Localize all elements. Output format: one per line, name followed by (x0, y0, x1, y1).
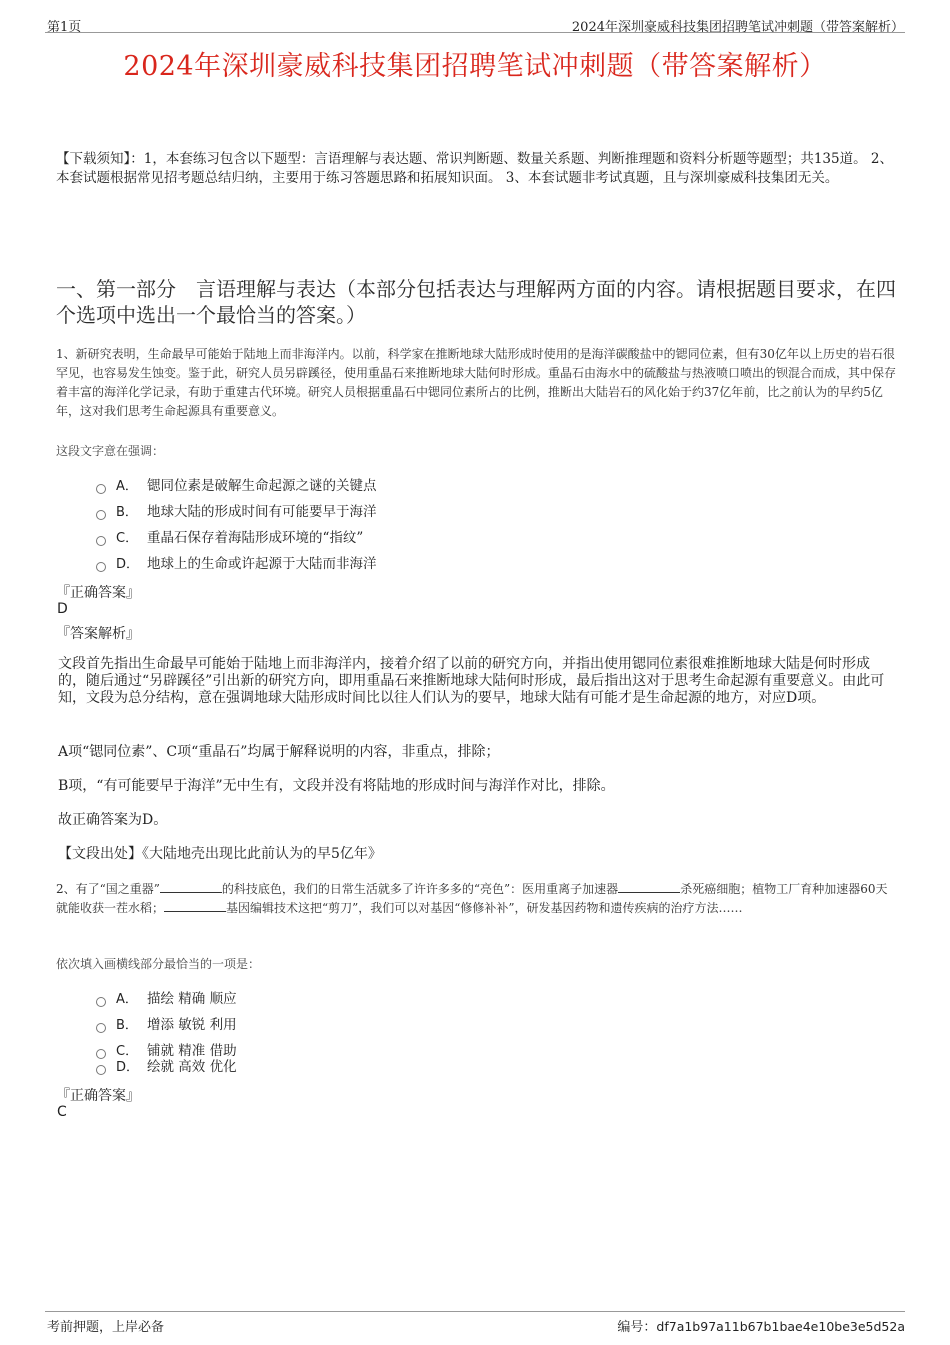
question-2-option-d[interactable]: D． 绘就 高效 优化 (96, 1057, 237, 1077)
question-2-option-a[interactable]: A． 描绘 精确 顺应 (96, 989, 237, 1009)
footer-slogan: 考前押题，上岸必备 (47, 1320, 165, 1335)
page-header (0, 0, 950, 35)
question-1-prompt: 这段文字意在强调： (56, 444, 165, 458)
radio-icon[interactable] (96, 562, 106, 572)
header-doc-title: 2024年深圳豪威科技集团招聘笔试冲刺题（带答案解析） (571, 20, 904, 35)
radio-icon[interactable] (96, 536, 106, 546)
analysis-paragraph: B项，“有可能要早于海洋”无中生有，文段并没有将陆地的形成时间与海洋作对比，排除。 (58, 778, 615, 794)
question-2-option-b[interactable]: B． 增添 敏锐 利用 (96, 1015, 237, 1035)
download-notice: 【下载须知】：1，本套练习包含以下题型：言语理解与表达题、常识判断题、数量关系题、判断推理题和资料分析题等题型；共135道。 2、本套试题根据常见招考题总结归纳，主要用于练习答题思路和拓展知识面。 3、本套试题非考试真题，且与深圳豪威科技集团无关。 (56, 151, 893, 186)
fill-blank (160, 880, 222, 893)
header-divider (45, 32, 905, 33)
question-1-answer-label: 『正确答案』 (56, 585, 140, 601)
radio-icon[interactable] (96, 484, 106, 494)
question-1-option-a[interactable]: A． 锶同位素是破解生命起源之谜的关键点 (96, 476, 377, 496)
analysis-source: 【文段出处】《大陆地壳出现比此前认为的早5亿年》 (58, 846, 382, 862)
analysis-paragraph: A项“锶同位素”、C项“重晶石”均属于解释说明的内容，非重点，排除； (58, 744, 500, 760)
question-1-option-d[interactable]: D． 地球上的生命或许起源于大陆而非海洋 (96, 554, 377, 574)
footer-divider (45, 1311, 905, 1312)
analysis-paragraph: 文段首先指出生命最早可能始于陆地上而非海洋内，接着介绍了以前的研究方向，并指出使用锶同位素很难推断地球大陆是何时形成的，随后通过“另辟蹊径”引出新的研究方向，即用重晶石来推断地球大陆何时形成，最后指出这对于思考生命起源有重要意义。由此可知，文段为总分结构，意在强调地球大陆形成时间比以往人们认为的要早，地球大陆有可能才是生命起源的地方，对应D项。 (58, 656, 885, 706)
footer-code: 编号：df7a1b97a11b67b1bae4e10be3e5d52a (617, 1319, 905, 1335)
radio-icon[interactable] (96, 1065, 106, 1075)
fill-blank (618, 880, 680, 893)
analysis-conclusion: 故正确答案为D。 (58, 812, 168, 828)
question-1-text: 1、新研究表明，生命最早可能始于陆地上而非海洋内。以前，科学家在推断地球大陆形成时使用的是海洋碳酸盐中的锶同位素，但有30亿年以上历史的岩石很罕见，也容易发生蚀变。鉴于此，研究人员另辟蹊径，使用重晶石来推断地球大陆何时形成。重晶石由海水中的硫酸盐与热液喷口喷出的钡混合而成，其中保存着丰富的海洋化学记录，有助于重建古代环境。研究人员根据重晶石中锶同位素所占的比例，推断出大陆岩石的风化始于约37亿年前，比之前认为的早约5亿年，这对我们思考生命起源具有重要意义。 (56, 347, 897, 418)
fill-blank (164, 899, 226, 912)
question-2-answer-label: 『正确答案』 (56, 1088, 140, 1104)
question-1-answer: D (57, 601, 68, 617)
question-2-text: 2、有了“国之重器” 的科技底色，我们的日常生活就多了许许多多的“亮色”：医用重离子加速器 杀死癌细胞；植物工厂育种加速器60天就能收获一茬水稻； 基因编辑技术这把“剪刀”，我们可以对基因“修修补补”，研发基因药物和遗传疾病的治疗方法…… (56, 882, 888, 915)
page-number: 第1页 (47, 20, 82, 35)
question-2-prompt: 依次填入画横线部分最恰当的一项是： (56, 957, 261, 971)
question-1-analysis-label: 『答案解析』 (56, 626, 140, 642)
section-heading: 一、第一部分 言语理解与表达（本部分包括表达与理解两方面的内容。请根据题目要求，在四个选项中选出一个最恰当的答案。） (56, 277, 896, 327)
radio-icon[interactable] (96, 510, 106, 520)
radio-icon[interactable] (96, 997, 106, 1007)
question-2-answer: C (57, 1104, 67, 1120)
document-title: 2024年深圳豪威科技集团招聘笔试冲刺题（带答案解析） (123, 51, 827, 82)
radio-icon[interactable] (96, 1023, 106, 1033)
question-1-option-c[interactable]: C． 重晶石保存着海陆形成环境的“指纹” (96, 528, 363, 548)
question-1-option-b[interactable]: B． 地球大陆的形成时间有可能要早于海洋 (96, 502, 377, 522)
question-2-option-c[interactable]: C． 铺就 精准 借助 (96, 1041, 237, 1061)
